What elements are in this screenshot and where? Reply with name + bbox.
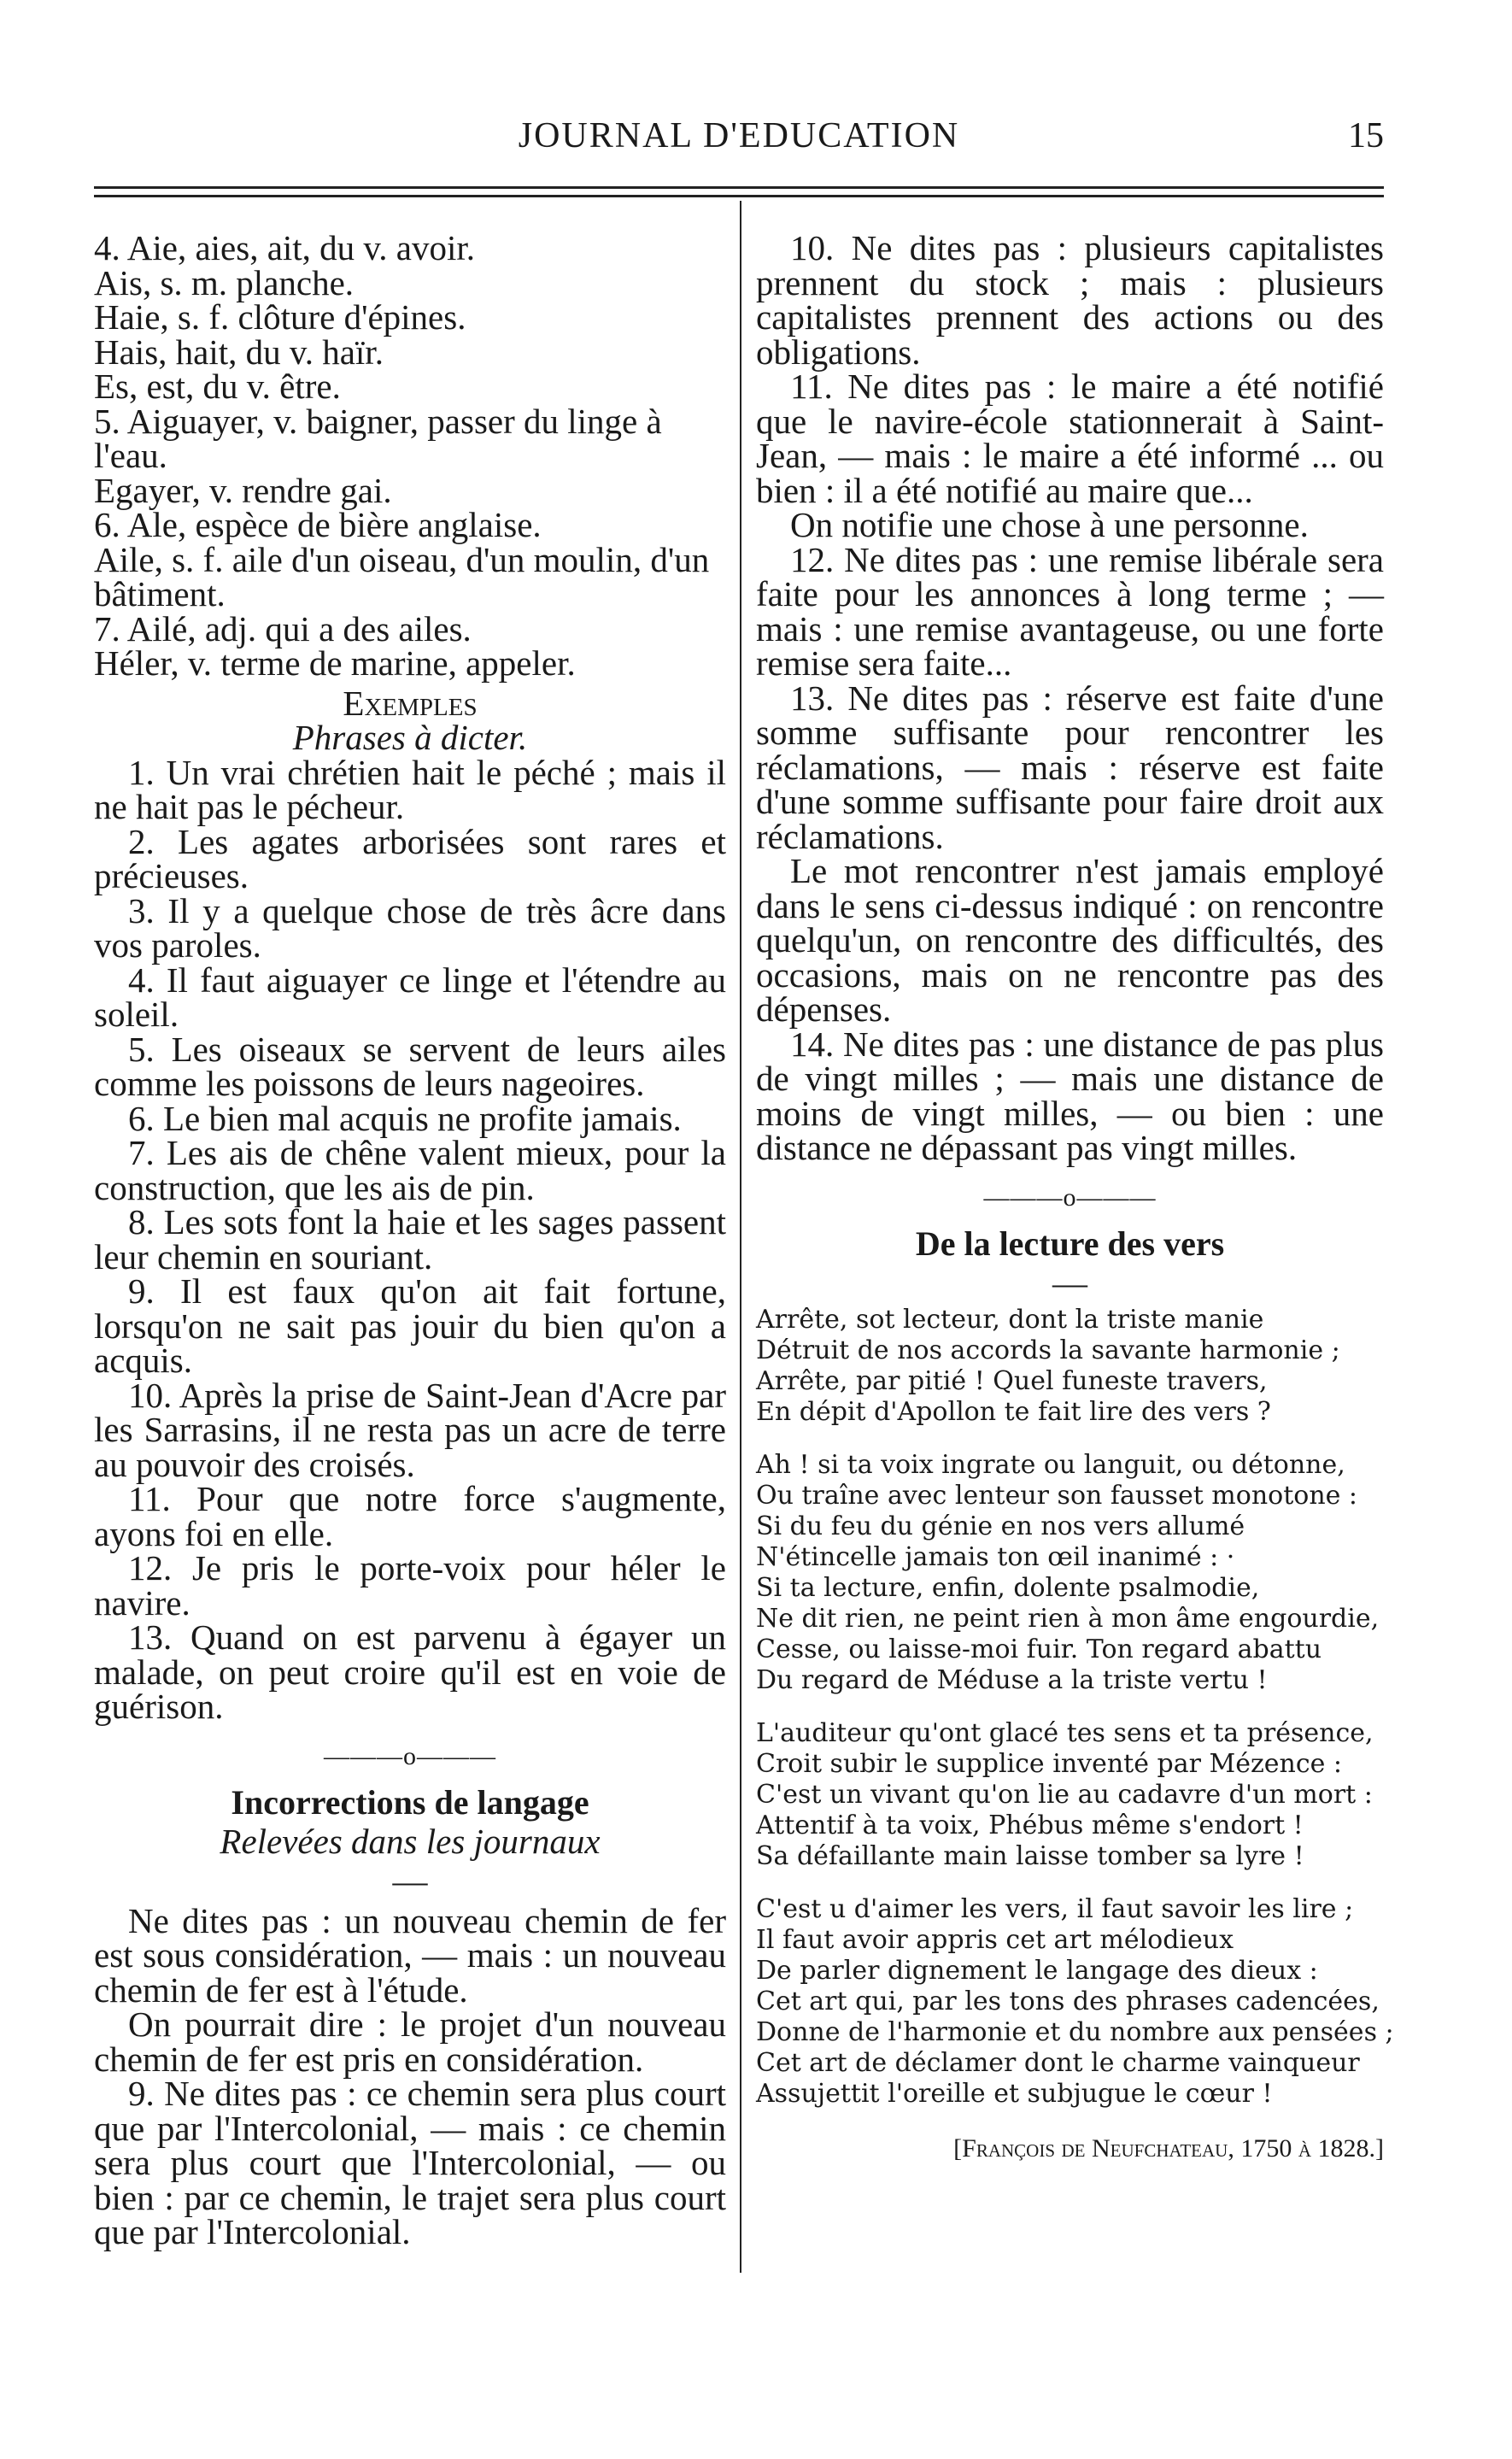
poem-line: Il faut avoir appris cet art mélodieux (756, 1925, 1234, 1955)
poem-line: Croit subir le supplice inventé par Mézence : (756, 1749, 1343, 1779)
running-title: JOURNAL D'EDUCATION (518, 116, 960, 156)
examples-list (94, 752, 726, 1726)
incorrection-item: 14. Ne dites pas : une distance de pas plus de vingt milles ; — mais une distance de moins de vingt milles, — ou bien : une distance ne dépassant pas vingt milles. (756, 1024, 1384, 1167)
incorrection-item: 11. Ne dites pas : le maire a été notifié que le navire-école stationnerait à Saint-Jean, — mais : le maire a été informé ... ou bien : il a été notifié au maire que... (756, 367, 1384, 510)
short-dash: — (392, 1861, 428, 1900)
example-sentence: 8. Les sots font la haie et les sages passent leur chemin en souriant. (94, 1202, 726, 1276)
page-number: 15 (1348, 116, 1384, 156)
examples-heading: Exemples (343, 683, 478, 723)
example-sentence: 10. Après la prise de Saint-Jean d'Acre par les Sarrasins, il ne resta pas un acre de terre au pouvoir des croisés. (94, 1375, 726, 1484)
poem-stanza (756, 1718, 1384, 1872)
vocab-entry: Aile, s. f. aile d'un oiseau, d'un moulin, d'un bâtiment. (94, 539, 710, 613)
section-separator: ———o——— (324, 1741, 496, 1770)
poem-line: Attentif à ta voix, Phébus même s'endort ! (756, 1811, 1304, 1840)
poem-stanza (756, 1450, 1384, 1696)
vocab-entry: 5. Aiguayer, v. baigner, passer du linge à l'eau. (94, 401, 662, 475)
incorrection-item: 13. Ne dites pas : réserve est faite d'une somme suffisante pour rencontrer les réclamations, — mais : réserve est faite d'une somme suffisante pour faire droit aux réclamations. (756, 678, 1384, 856)
incorrections-title: Incorrections de langage (231, 1783, 589, 1822)
poem-line: C'est un vivant qu'on lie au cadavre d'un mort : (756, 1780, 1373, 1810)
poem-line: Cesse, ou laisse-moi fuir. Ton regard abattu (756, 1634, 1322, 1664)
incorrection-item: 9. Ne dites pas : ce chemin sera plus court que par l'Intercolonial, — mais : ce chemin sera plus court que l'Intercolonial, — ou bien : par ce chemin, le trajet sera plus court que par l'Intercolonial. (94, 2074, 726, 2251)
poem-line: De parler dignement le langage des dieux : (756, 1956, 1318, 1986)
poem-line: Si du feu du génie en nos vers allumé (756, 1511, 1245, 1541)
poem-line: Arrête, sot lecteur, dont la triste manie (756, 1305, 1264, 1335)
incorrection-item: On pourrait dire : le projet d'un nouveau chemin de fer est pris en considération. (94, 2004, 726, 2079)
vocab-entry: 4. Aie, aies, ait, du v. avoir. (94, 228, 475, 267)
poem-line: C'est u d'aimer les vers, il faut savoir les lire ; (756, 1894, 1354, 1924)
vocab-entry: Es, est, du v. être. (94, 367, 341, 406)
example-sentence: 7. Les ais de chêne valent mieux, pour la construction, que les ais de pin. (94, 1133, 726, 1207)
example-sentence: 11. Pour que notre force s'augmente, ayons foi en elle. (94, 1479, 726, 1553)
poem-stanza (756, 1894, 1394, 2110)
column-divider (740, 201, 741, 2273)
poem-line: Sa défaillante main laisse tomber sa lyre ! (756, 1841, 1304, 1871)
vocab-entry: Egayer, v. rendre gai. (94, 470, 392, 510)
vocab-entry: 7. Ailé, adj. qui a des ailes. (94, 608, 472, 648)
short-dash: — (1052, 1262, 1087, 1302)
example-sentence: 13. Quand on est parvenu à égayer un malade, on peut croire qu'il est en voie de guérison. (94, 1617, 726, 1726)
example-sentence: 6. Le bien mal acquis ne profite jamais. (128, 1098, 682, 1138)
example-sentence: 9. Il est faux qu'on ait fait fortune, lorsqu'on ne sait pas jouir du bien qu'on a acquis. (94, 1271, 726, 1380)
poem-line: Assujettit l'oreille et subjugue le cœur ! (756, 2079, 1273, 2109)
poem-line: Du regard de Méduse a la triste vertu ! (756, 1665, 1268, 1695)
example-sentence: 12. Je pris le porte-voix pour héler le navire. (94, 1548, 726, 1623)
poem-attribution: [François de Neufchateau, 1750 à 1828.] (953, 2134, 1384, 2163)
poem-line: Cet art de déclamer dont le charme vainqueur (756, 2048, 1360, 2078)
incorrection-item: 10. Ne dites pas : plusieurs capitalistes prennent du stock ; mais : plusieurs capitalistes prennent des actions ou des obligations. (756, 228, 1384, 372)
example-sentence: 4. Il faut aiguayer ce linge et l'étendre au soleil. (94, 960, 726, 1034)
incorrections-subtitle: Relevées dans les journaux (220, 1821, 601, 1861)
vocab-list (94, 228, 726, 683)
vocab-entry: 6. Ale, espèce de bière anglaise. (94, 505, 542, 544)
incorrection-item: Ne dites pas : un nouveau chemin de fer est sous considération, — mais : un nouveau chemin de fer est à l'étude. (94, 1900, 726, 2010)
vocab-entry: Hais, hait, du v. haïr. (94, 332, 384, 372)
poem-line: Ah ! si ta voix ingrate ou languit, ou détonne, (756, 1450, 1345, 1480)
example-sentence: 5. Les oiseaux se servent de leurs ailes comme les poissons de leurs nageoires. (94, 1029, 726, 1103)
poem-line: Cet art qui, par les tons des phrases cadencées, (756, 1987, 1380, 2016)
header-rule-bottom (94, 195, 1384, 197)
poem-line: Arrête, par pitié ! Quel funeste travers, (756, 1366, 1268, 1396)
vocab-entry: Ais, s. m. planche. (94, 262, 355, 302)
poem-stanza (756, 1305, 1384, 1428)
poem-line: Ne dit rien, ne peint rien à mon âme engourdie, (756, 1604, 1380, 1634)
poem-line: Détruit de nos accords la savante harmonie ; (756, 1335, 1340, 1365)
vocab-entry: Haie, s. f. clôture d'épines. (94, 297, 466, 337)
vocab-entry: Héler, v. terme de marine, appeler. (94, 643, 576, 683)
incorrection-item: Le mot rencontrer n'est jamais employé dans le sens ci-dessus indiqué : on rencontre quelqu'un, on rencontre des difficultés, des occasions, mais on ne rencontre pas des dépenses. (756, 851, 1384, 1029)
example-sentence: 3. Il y a quelque chose de très âcre dans vos paroles. (94, 890, 726, 965)
poem-line: Si ta lecture, enfin, dolente psalmodie, (756, 1573, 1260, 1603)
example-sentence: 1. Un vrai chrétien hait le péché ; mais il ne hait pas le pécheur. (94, 752, 726, 826)
poem-line: L'auditeur qu'ont glacé tes sens et ta présence, (756, 1718, 1374, 1748)
left-column (94, 228, 726, 2251)
header-rule-top (94, 186, 1384, 189)
section-separator: ———o——— (983, 1183, 1157, 1212)
incorrection-item: 12. Ne dites pas : une remise libérale sera faite pour les annonces à long terme ; — mais : une remise avantageuse, ou une forte remise sera faite... (756, 539, 1384, 683)
page-header (94, 115, 1384, 167)
examples-subheading: Phrases à dicter. (292, 718, 528, 757)
poem-title: De la lecture des vers (915, 1224, 1225, 1263)
poem-line: En dépit d'Apollon te fait lire des vers ? (756, 1397, 1271, 1427)
incorrection-item: On notifie une chose à une personne. (790, 505, 1309, 544)
right-column (756, 228, 1394, 2167)
poem-line: Ou traîne avec lenteur son fausset monotone : (756, 1481, 1358, 1511)
example-sentence: 2. Les agates arborisées sont rares et précieuses. (94, 821, 726, 895)
poem-line: N'étincelle jamais ton œil inanimé : · (756, 1542, 1235, 1572)
poem-line: Donne de l'harmonie et du nombre aux pensées ; (756, 2017, 1394, 2047)
